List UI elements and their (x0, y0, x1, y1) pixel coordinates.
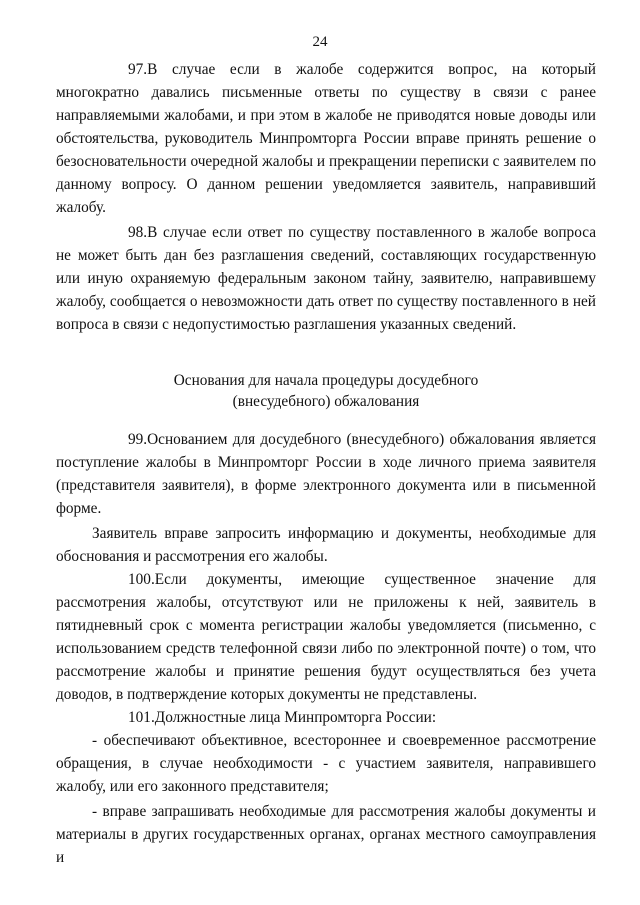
paragraph-number: 100. (128, 571, 155, 588)
section-heading (56, 370, 596, 412)
list-item: - обеспечивают объективное, всестороннее и своевременное рассмотрение обращения, в случае необходимости - с участием заявителя, направившего жалобу, или его законного представителя; (56, 732, 596, 795)
paragraph-number: 97. (128, 61, 148, 78)
page-number: 24 (312, 34, 328, 50)
paragraph-99-continuation: Заявитель вправе запросить информацию и документы, необходимые для обоснования и рассмотрения его жалобы. (56, 525, 596, 565)
section-heading-line-2: (внесудебного) обжалования (232, 393, 420, 410)
paragraph-97 (56, 58, 596, 219)
paragraph-text: Должностные лица Минпромторга России: (154, 709, 437, 726)
paragraph-101 (56, 706, 596, 729)
paragraph-number: 101. (128, 709, 155, 726)
paragraph-text: В случае если в жалобе содержится вопрос, на который многократно давались письменные ответы по существу в связи с ранее направляемыми жалобами, и при этом в жалобе не приводятся новые доводы или обстоятельства, руководитель Минпромторга России вправе принять решение о безосновательности очередной жалобы и прекращении переписки с заявителем по данному вопросу. О данном решении уведомляется заявитель, направивший жалобу. (56, 61, 596, 216)
paragraph-text: В случае если ответ по существу поставленного в жалобе вопроса не может быть дан без разглашения сведений, составляющих государственную или иную охраняемую федеральным законом тайну, заявителю, направившему жалобу, сообщается о невозможности дать ответ по существу поставленного в ней вопроса в связи с недопустимостью разглашения указанных сведений. (56, 224, 596, 333)
paragraph-98 (56, 221, 596, 336)
paragraph-100 (56, 568, 596, 706)
paragraph-number: 98. (128, 224, 148, 241)
document-body (56, 58, 596, 869)
section-heading-line-1: Основания для начала процедуры досудебного (173, 372, 479, 389)
list-item: - вправе запрашивать необходимые для рассмотрения жалобы документы и материалы в других государственных органах, органах местного самоуправления и (56, 803, 596, 866)
paragraph-text: Если документы, имеющие существенное значение для рассмотрения жалобы, отсутствуют или не приложены к ней, заявитель в пятидневный срок с момента регистрации жалобы уведомляется (письменно, с использованием средств телефонной связи либо по электронной почте) о том, что рассмотрение жалобы и принятие решения будут осуществляться без учета доводов, в подтверждение которых документы не представлены. (56, 571, 596, 703)
paragraph-number: 99. (128, 431, 148, 448)
paragraph-text: Основанием для досудебного (внесудебного) обжалования является поступление жалобы в Минпромторг России в ходе личного приема заявителя (представителя заявителя), в форме электронного документа или в письменной форме. (56, 431, 596, 517)
paragraph-99 (56, 428, 596, 520)
